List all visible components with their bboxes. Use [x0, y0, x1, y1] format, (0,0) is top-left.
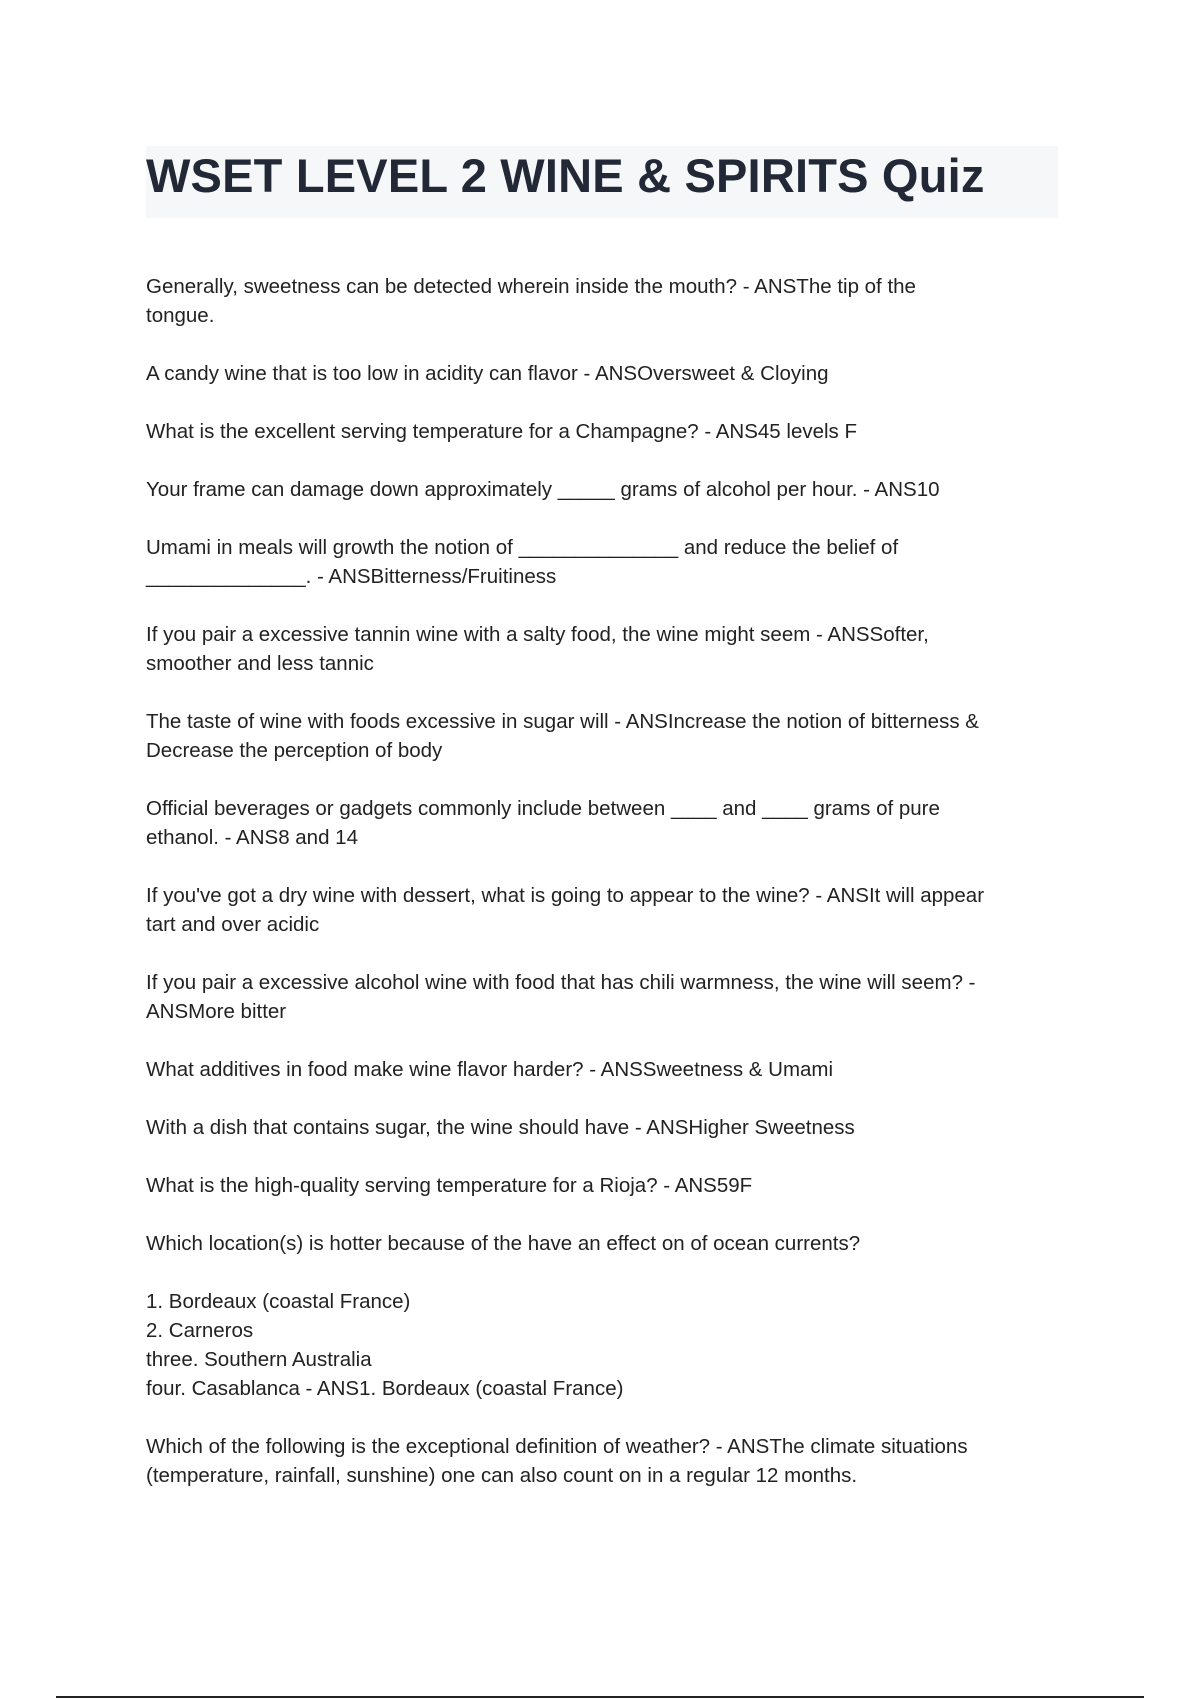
answer-options-list — [146, 1287, 1066, 1403]
quiz-item: A candy wine that is too low in acidity can flavor - ANSOversweet & Cloying — [146, 362, 829, 385]
quiz-item: If you've got a dry wine with dessert, what is going to appear to the wine? - ANSIt will appear tart and over acidic — [146, 884, 985, 936]
quiz-item: If you pair a excessive tannin wine with a salty food, the wine might seem - ANSSofter, smoother and less tannic — [146, 623, 929, 675]
quiz-item: If you pair a excessive alcohol wine with food that has chili warmness, the wine will seem? - ANSMore bitter — [146, 971, 976, 1023]
quiz-item: What is the high-quality serving temperature for a Rioja? - ANS59F — [146, 1174, 753, 1197]
quiz-item: With a dish that contains sugar, the wine should have - ANSHigher Sweetness — [146, 1116, 855, 1139]
list-item: 1. Bordeaux (coastal France) — [146, 1290, 411, 1313]
quiz-content — [146, 272, 1066, 1519]
quiz-item: What is the excellent serving temperature for a Champagne? - ANS45 levels F — [146, 420, 858, 443]
list-item: 2. Carneros — [146, 1319, 254, 1342]
list-item: three. Southern Australia — [146, 1348, 372, 1371]
quiz-item: What additives in food make wine flavor harder? - ANSSweetness & Umami — [146, 1058, 834, 1081]
quiz-item: Umami in meals will growth the notion of ______________ and reduce the belief of ______________. - ANSBitterness/Fruitiness — [146, 536, 899, 588]
list-item: four. Casablanca - ANS1. Bordeaux (coastal France) — [146, 1377, 624, 1400]
quiz-item: Which location(s) is hotter because of the have an effect on of ocean currents? — [146, 1232, 861, 1255]
document-title: WSET LEVEL 2 WINE & SPIRITS Quiz — [146, 149, 985, 202]
quiz-item: Official beverages or gadgets commonly include between ____ and ____ grams of pure ethanol. - ANS8 and 14 — [146, 797, 940, 849]
quiz-item: Your frame can damage down approximately _____ grams of alcohol per hour. - ANS10 — [146, 478, 940, 501]
quiz-item: Generally, sweetness can be detected wherein inside the mouth? - ANSThe tip of the tongue. — [146, 275, 916, 327]
quiz-item: The taste of wine with foods excessive in sugar will - ANSIncrease the notion of bitterness & Decrease the perception of body — [146, 710, 979, 762]
page-bottom-rule — [56, 1696, 1144, 1698]
quiz-item: Which of the following is the exceptional definition of weather? - ANSThe climate situations (temperature, rainfall, sunshine) one can also count on in a regular 12 months. — [146, 1435, 968, 1487]
